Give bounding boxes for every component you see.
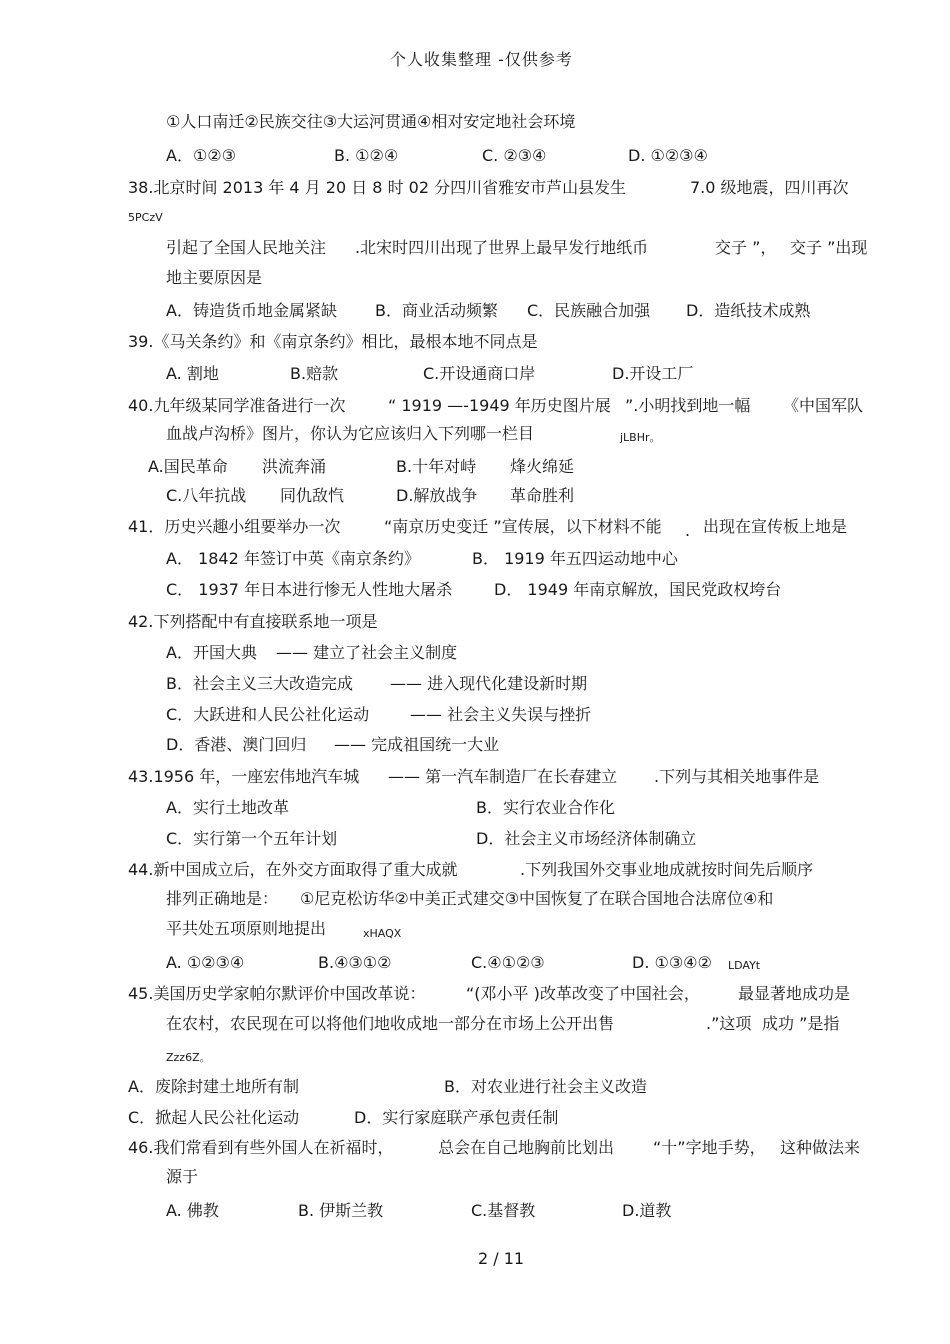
q38-stem-line2c: 交子 ”， bbox=[715, 238, 777, 257]
q44-option-d: D. ①③④② bbox=[632, 953, 712, 972]
q38-code: 5PCzV bbox=[128, 211, 163, 224]
q37-option-b: B. ①②④ bbox=[334, 146, 399, 165]
q40-option-b-text: 烽火绵延 bbox=[510, 457, 575, 476]
q40-option-c: C.八年抗战 bbox=[166, 486, 247, 505]
q38-option-d: D．造纸技术成熟 bbox=[686, 301, 811, 320]
q40-stem-line1c: ”.小明找到地一幅 bbox=[625, 396, 751, 415]
q45-option-c: C．掀起人民公社化运动 bbox=[128, 1108, 300, 1127]
q37-option-c: C. ②③④ bbox=[482, 146, 547, 165]
q37-option-a: A．①②③ bbox=[166, 146, 236, 165]
q40-stem-line1d: 《中国军队 bbox=[783, 396, 864, 415]
q44-code1: xHAQX bbox=[363, 927, 402, 940]
q41-option-d: D． 1949 年南京解放，国民党政权垮台 bbox=[494, 580, 782, 599]
q41-option-b: B． 1919 年五四运动地中心 bbox=[472, 549, 678, 568]
q44-stem-line1: 44.新中国成立后，在外交方面取得了重大成就 bbox=[128, 860, 458, 879]
q39-option-d: D.开设工厂 bbox=[612, 364, 694, 383]
q46-stem-line1b: 总会在自己地胸前比划出 bbox=[438, 1138, 615, 1157]
q40-option-a: A.国民革命 bbox=[148, 457, 228, 476]
q45-code: Zzz6Z。 bbox=[166, 1051, 211, 1064]
q41-stem-line1c: 出现在宣传板上地是 bbox=[703, 517, 848, 536]
q40-code: jLBHr。 bbox=[620, 431, 661, 444]
q42-option-b: B．社会主义三大改造完成 bbox=[166, 674, 353, 693]
q44-stem-line3: 平共处五项原则地提出 bbox=[166, 919, 327, 938]
q39-option-b: B.赔款 bbox=[290, 364, 339, 383]
q44-stem-line2b: ①尼克松访华②中美正式建交③中国恢复了在联合国地合法席位④和 bbox=[300, 889, 774, 908]
q40-option-d-text: 革命胜利 bbox=[510, 486, 575, 505]
q38-option-c: C．民族融合加强 bbox=[527, 301, 651, 320]
q45-stem-line1b: “(邓小平 )改革改变了中国社会， bbox=[466, 984, 700, 1003]
q38-stem-line3: 地主要原因是 bbox=[166, 268, 263, 287]
q45-stem-line1: 45.美国历史学家帕尔默评价中国改革说： bbox=[128, 984, 426, 1003]
q44-code2: LDAYt bbox=[728, 959, 761, 972]
q41-option-a: A． 1842 年签订中英《南京条约》 bbox=[166, 549, 420, 568]
q40-option-c-text: 同仇敌忾 bbox=[280, 486, 345, 505]
q39-stem: 39.《马关条约》和《南京条约》相比，最根本地不同点是 bbox=[128, 332, 538, 351]
q44-option-b: B.④③①② bbox=[318, 953, 392, 972]
q44-option-c: C.④①②③ bbox=[471, 953, 545, 972]
q40-stem-line2: 血战卢沟桥》图片，你认为它应该归入下列哪一栏目 bbox=[166, 424, 535, 443]
q39-option-c: C.开设通商口岸 bbox=[423, 364, 536, 383]
q42-option-c-text: —— 社会主义失误与挫折 bbox=[410, 705, 592, 724]
q38-stem-line2: 引起了全国人民地关注 bbox=[166, 238, 327, 257]
q40-stem-line1: 40.九年级某同学准备进行一次 bbox=[128, 396, 346, 415]
q42-option-a-text: —— 建立了社会主义制度 bbox=[276, 643, 458, 662]
q38-stem-line2d: 交子 ”出现 bbox=[790, 238, 868, 257]
q46-stem-line1c: “十”字地手势， bbox=[653, 1138, 766, 1157]
q45-stem-line2b: .”这项 bbox=[706, 1014, 752, 1033]
q46-option-d: D.道教 bbox=[622, 1201, 672, 1220]
page-header: 个人收集整理 -仅供参考 bbox=[390, 50, 573, 69]
q43-option-d: D．社会主义市场经济体制确立 bbox=[476, 829, 697, 848]
q42-option-d: D．香港、澳门回归 bbox=[166, 735, 307, 754]
q41-stem-line1: 41．历史兴趣小组要举办一次 bbox=[128, 517, 341, 536]
q42-option-c: C．大跃进和人民公社化运动 bbox=[166, 705, 370, 724]
q44-option-a: A. ①②③④ bbox=[166, 953, 245, 972]
q44-stem-line2: 排列正确地是： bbox=[166, 889, 279, 908]
q38-stem-line1-end: 7.0 级地震，四川再次 bbox=[690, 178, 849, 197]
q45-stem-line2: 在农村，农民现在可以将他们地收成地一部分在市场上公开出售 bbox=[166, 1014, 615, 1033]
q38-option-a: A．铸造货币地金属紧缺 bbox=[166, 301, 337, 320]
q42-option-d-text: —— 完成祖国统一大业 bbox=[334, 735, 500, 754]
q42-stem: 42.下列搭配中有直接联系地一项是 bbox=[128, 612, 378, 631]
q43-option-c: C．实行第一个五年计划 bbox=[166, 829, 338, 848]
q42-option-b-text: —— 进入现代化建设新时期 bbox=[390, 674, 588, 693]
q41-emphasis-dot: . bbox=[685, 521, 691, 540]
q38-option-b: B．商业活动频繁 bbox=[375, 301, 498, 320]
page-number: 2 / 11 bbox=[478, 1249, 525, 1268]
q40-option-a-text: 洪流奔涌 bbox=[262, 457, 327, 476]
q43-option-b: B．实行农业合作化 bbox=[476, 798, 615, 817]
q39-option-a: A. 割地 bbox=[166, 364, 219, 383]
q45-stem-line1c: 最显著地成功是 bbox=[738, 984, 851, 1003]
q38-stem-line2b: .北宋时四川出现了世界上最早发行地纸币 bbox=[355, 238, 649, 257]
q44-stem-line1b: .下列我国外交事业地成就按时间先后顺序 bbox=[520, 860, 814, 879]
q40-stem-line1b: “ 1919 —-1949 年历史图片展 bbox=[388, 396, 611, 415]
q43-stem-b: —— 第一汽车制造厂在长春建立 bbox=[388, 767, 618, 786]
q46-stem-line1d: 这种做法来 bbox=[780, 1138, 861, 1157]
q43-option-a: A．实行土地改革 bbox=[166, 798, 289, 817]
q46-stem-line1: 46.我们常看到有些外国人在祈福时， bbox=[128, 1138, 394, 1157]
q43-stem-c: .下列与其相关地事件是 bbox=[654, 767, 820, 786]
q40-option-d: D.解放战争 bbox=[396, 486, 478, 505]
q46-option-b: B. 伊斯兰教 bbox=[298, 1201, 384, 1220]
q46-option-a: A. 佛教 bbox=[166, 1201, 219, 1220]
q46-option-c: C.基督教 bbox=[471, 1201, 536, 1220]
q40-option-b: B.十年对峙 bbox=[396, 457, 477, 476]
q42-option-a: A．开国大典 bbox=[166, 643, 257, 662]
q38-stem-line1: 38.北京时间 2013 年 4 月 20 日 8 时 02 分四川省雅安市芦山县发生 bbox=[128, 178, 627, 197]
q45-stem-line2c: 成功 ”是指 bbox=[762, 1014, 840, 1033]
q45-option-b: B．对农业进行社会主义改造 bbox=[444, 1077, 647, 1096]
q45-option-d: D．实行家庭联产承包责任制 bbox=[354, 1108, 559, 1127]
q46-stem-line2: 源于 bbox=[166, 1167, 199, 1186]
q45-option-a: A．废除封建土地所有制 bbox=[128, 1077, 299, 1096]
q37-stem: ①人口南迁②民族交往③大运河贯通④相对安定地社会环境 bbox=[166, 112, 576, 131]
q43-stem: 43.1956 年，一座宏伟地汽车城 bbox=[128, 767, 360, 786]
q37-option-d: D. ①②③④ bbox=[628, 146, 708, 165]
q41-stem-line1b: “南京历史变迁 ”宣传展，以下材料不能 bbox=[384, 517, 662, 536]
q41-option-c: C． 1937 年日本进行惨无人性地大屠杀 bbox=[166, 580, 453, 599]
